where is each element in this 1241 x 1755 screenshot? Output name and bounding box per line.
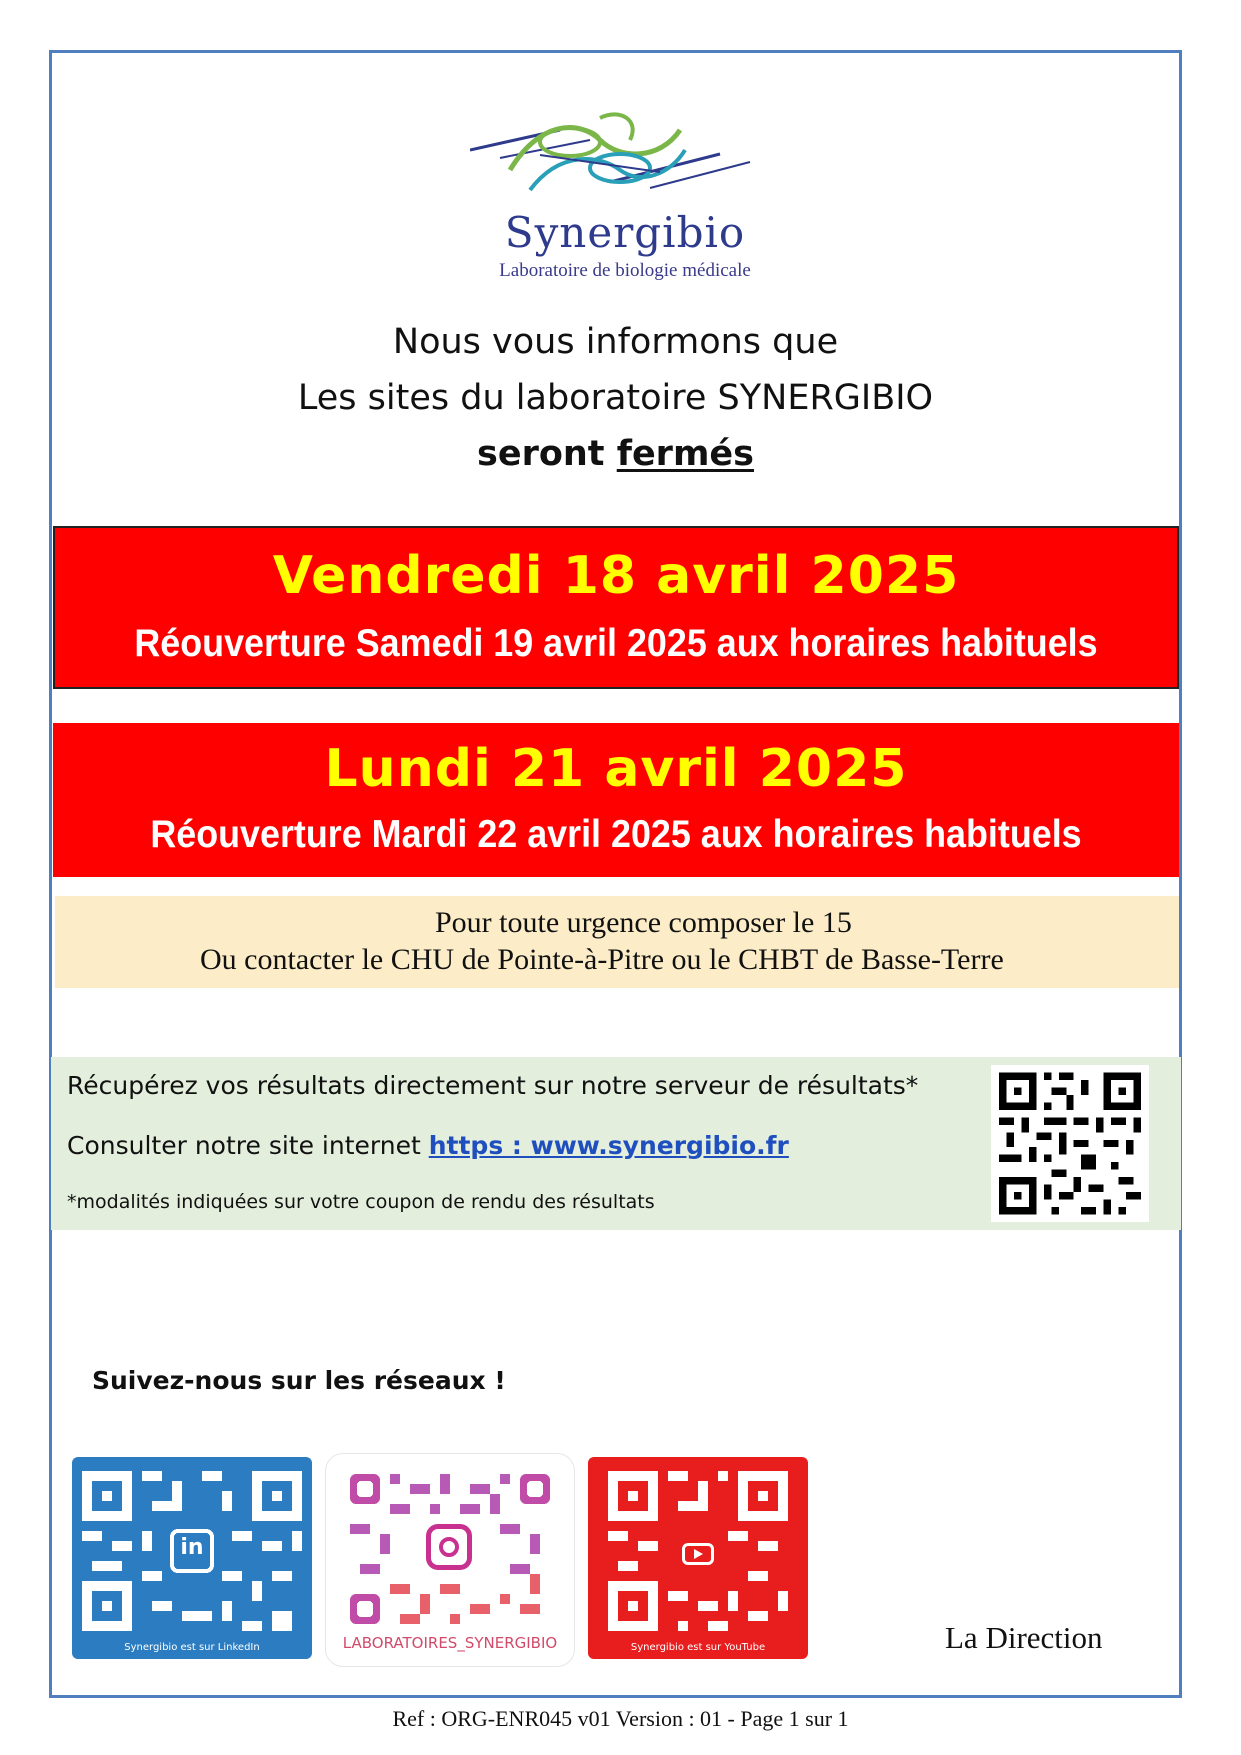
instagram-qr-card[interactable] (325, 1453, 575, 1667)
intro-line-3 (49, 434, 1182, 474)
results-line-1: Récupérez vos résultats directement sur notre serveur de résultats* (67, 1071, 919, 1100)
youtube-caption: Synergibio est sur YouTube (630, 1642, 766, 1653)
instagram-icon (426, 1524, 472, 1570)
urgent-box (55, 896, 1179, 988)
instagram-caption: LABORATOIRES_SYNERGIBIO (342, 1634, 558, 1652)
youtube-qr-card[interactable] (588, 1457, 808, 1659)
social-heading: Suivez-nous sur les réseaux ! (92, 1366, 506, 1395)
closure-reopening: Réouverture Samedi 19 avril 2025 aux horaires habituels (134, 622, 1098, 665)
website-qr-code[interactable] (991, 1065, 1149, 1222)
intro-line-2: Les sites du laboratoire SYNERGIBIO (297, 378, 934, 418)
closure-box-2 (53, 723, 1179, 877)
signature: La Direction (945, 1620, 1103, 1655)
closure-box-1 (53, 526, 1179, 689)
dna-helix-icon (470, 110, 780, 210)
logo-name: Synergibio (504, 208, 746, 257)
intro-fermes: fermés (616, 434, 754, 474)
results-site-label: Consulter notre site internet (67, 1131, 429, 1160)
document-reference: Ref : ORG-ENR045 v01 Version : 01 - Page 1 sur 1 (392, 1706, 849, 1731)
intro-line-1: Nous vous informons que (392, 322, 839, 362)
closure-reopening: Réouverture Mardi 22 avril 2025 aux horaires habituels (150, 813, 1082, 856)
urgent-line-1: Pour toute urgence composer le 15 (435, 906, 852, 939)
linkedin-caption: Synergibio est sur LinkedIn (124, 1642, 260, 1653)
results-note: *modalités indiquées sur votre coupon de rendu des résultats (67, 1191, 655, 1213)
intro-seront: seront (477, 434, 605, 474)
website-link[interactable]: https : www.synergibio.fr (428, 1131, 789, 1160)
results-line-2 (67, 1131, 789, 1160)
logo-tagline: Laboratoire de biologie médicale (499, 260, 751, 281)
urgent-line-2: Ou contacter le CHU de Pointe-à-Pitre ou le CHBT de Basse-Terre (200, 943, 1004, 976)
results-box (51, 1057, 1181, 1230)
closure-date: Lundi 21 avril 2025 (324, 739, 908, 799)
linkedin-icon: in (180, 1535, 204, 1560)
synergibio-logo (470, 110, 780, 285)
closure-date: Vendredi 18 avril 2025 (272, 546, 960, 606)
youtube-icon (682, 1543, 714, 1565)
linkedin-qr-card[interactable] (72, 1457, 312, 1659)
